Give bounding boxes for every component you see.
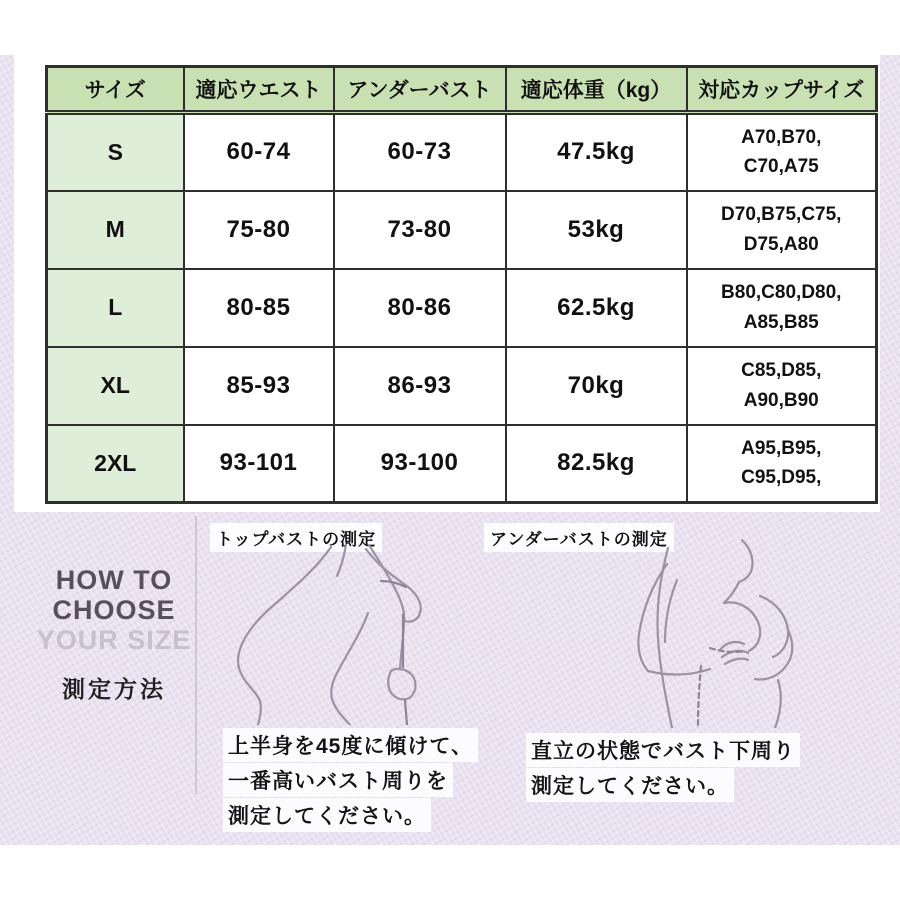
underbust-cell: 80-86 bbox=[334, 269, 506, 347]
size-table-card bbox=[14, 55, 880, 512]
waist-cell: 80-85 bbox=[184, 269, 334, 347]
cup-cell bbox=[687, 347, 877, 425]
top-bust-label: トップバストの測定 bbox=[210, 523, 382, 552]
table-row bbox=[47, 347, 877, 425]
how-to-choose-block bbox=[28, 565, 200, 704]
weight-cell: 82.5kg bbox=[506, 425, 687, 503]
cup-line: A70,B70, bbox=[741, 126, 822, 148]
weight-cell: 70kg bbox=[506, 347, 687, 425]
cup-line: B80,C80,D80, bbox=[721, 282, 842, 304]
header-underbust: アンダーバスト bbox=[334, 67, 506, 113]
size-cell: M bbox=[47, 191, 184, 269]
howto-title-line2: CHOOSE bbox=[52, 595, 176, 625]
size-cell: 2XL bbox=[47, 425, 184, 503]
header-size: サイズ bbox=[47, 67, 184, 113]
cup-line: A85,B85 bbox=[743, 311, 819, 333]
header-cup-size: 対応カップサイズ bbox=[687, 67, 877, 113]
size-chart-table bbox=[45, 65, 878, 504]
underbust-cell: 93-100 bbox=[334, 425, 506, 503]
howto-title-line1: HOW TO bbox=[55, 565, 173, 595]
size-cell: L bbox=[47, 269, 184, 347]
cup-cell bbox=[687, 269, 877, 347]
weight-cell: 62.5kg bbox=[506, 269, 687, 347]
waist-cell: 75-80 bbox=[184, 191, 334, 269]
under-bust-measurement-figure bbox=[572, 538, 840, 728]
instruction-line: 測定してください。 bbox=[223, 798, 431, 832]
cup-line: C95,D95, bbox=[741, 467, 822, 489]
cup-line: C85,D85, bbox=[741, 360, 822, 382]
instruction-line: 上半身を45度に傾けて、 bbox=[223, 728, 478, 762]
table-row bbox=[47, 269, 877, 347]
vertical-divider bbox=[195, 516, 197, 794]
cup-cell bbox=[687, 113, 877, 191]
underbust-cell: 60-73 bbox=[334, 113, 506, 191]
cup-line: C70,A75 bbox=[743, 156, 819, 178]
header-waist: 適応ウエスト bbox=[184, 67, 334, 113]
under-bust-instructions bbox=[526, 733, 800, 803]
cup-line: D70,B75,C75, bbox=[721, 204, 842, 226]
waist-cell: 85-93 bbox=[184, 347, 334, 425]
underbust-cell: 73-80 bbox=[334, 191, 506, 269]
underbust-cell: 86-93 bbox=[334, 347, 506, 425]
table-row bbox=[47, 425, 877, 503]
size-cell: S bbox=[47, 113, 184, 191]
waist-cell: 93-101 bbox=[184, 425, 334, 503]
cup-cell bbox=[687, 425, 877, 503]
top-bust-measurement-figure bbox=[218, 543, 480, 725]
weight-cell: 47.5kg bbox=[506, 113, 687, 191]
top-bust-instructions bbox=[223, 728, 478, 833]
instruction-line: 直立の状態でバスト下周り bbox=[526, 733, 800, 767]
table-row bbox=[47, 191, 877, 269]
cup-line: D75,A80 bbox=[743, 233, 819, 255]
howto-subtitle: 測定方法 bbox=[62, 676, 166, 702]
table-row bbox=[47, 113, 877, 191]
cup-cell bbox=[687, 191, 877, 269]
instruction-line: 一番高いバスト周りを bbox=[223, 763, 453, 797]
cup-line: A90,B90 bbox=[743, 389, 819, 411]
under-bust-label: アンダーバストの測定 bbox=[484, 523, 674, 552]
waist-cell: 60-74 bbox=[184, 113, 334, 191]
header-weight: 適応体重（kg） bbox=[506, 67, 687, 113]
weight-cell: 53kg bbox=[506, 191, 687, 269]
cup-line: A95,B95, bbox=[741, 437, 822, 459]
instruction-line: 測定してください。 bbox=[526, 768, 734, 802]
size-cell: XL bbox=[47, 347, 184, 425]
howto-title-line3: YOUR SIZE bbox=[36, 625, 192, 655]
table-header-row bbox=[47, 67, 877, 113]
